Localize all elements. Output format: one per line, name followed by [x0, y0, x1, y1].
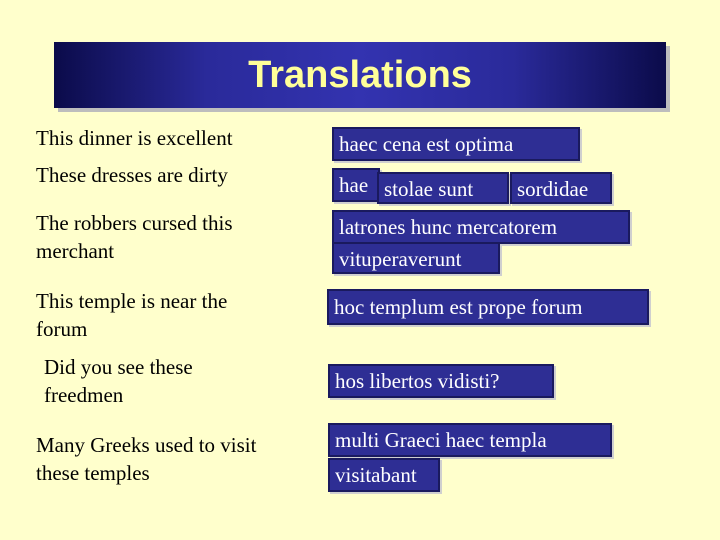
english-sentence-4: This temple is near the forum — [36, 289, 228, 341]
latin-translation-2c: sordidae — [510, 172, 612, 204]
latin-translation-3a: latrones hunc mercatorem — [332, 210, 630, 244]
latin-translation-2b: stolae sunt — [377, 172, 509, 204]
title-banner — [54, 42, 666, 108]
latin-translation-1: haec cena est optima — [332, 127, 580, 161]
latin-translation-3b: vituperaverunt — [332, 242, 500, 274]
latin-translation-6b: visitabant — [328, 458, 440, 492]
english-sentence-5: Did you see these freedmen — [44, 355, 193, 407]
english-sentence-1: This dinner is excellent — [36, 126, 233, 150]
english-sentence-2: These dresses are dirty — [36, 163, 228, 187]
latin-translation-2a: hae — [332, 168, 380, 202]
latin-translation-4: hoc templum est prope forum — [327, 289, 649, 325]
english-sentence-3: The robbers cursed this merchant — [36, 211, 233, 263]
latin-translation-6a: multi Graeci haec templa — [328, 423, 612, 457]
english-sentence-6: Many Greeks used to visit these temples — [36, 433, 257, 485]
page-title: Translations — [248, 53, 472, 96]
latin-translation-5: hos libertos vidisti? — [328, 364, 554, 398]
